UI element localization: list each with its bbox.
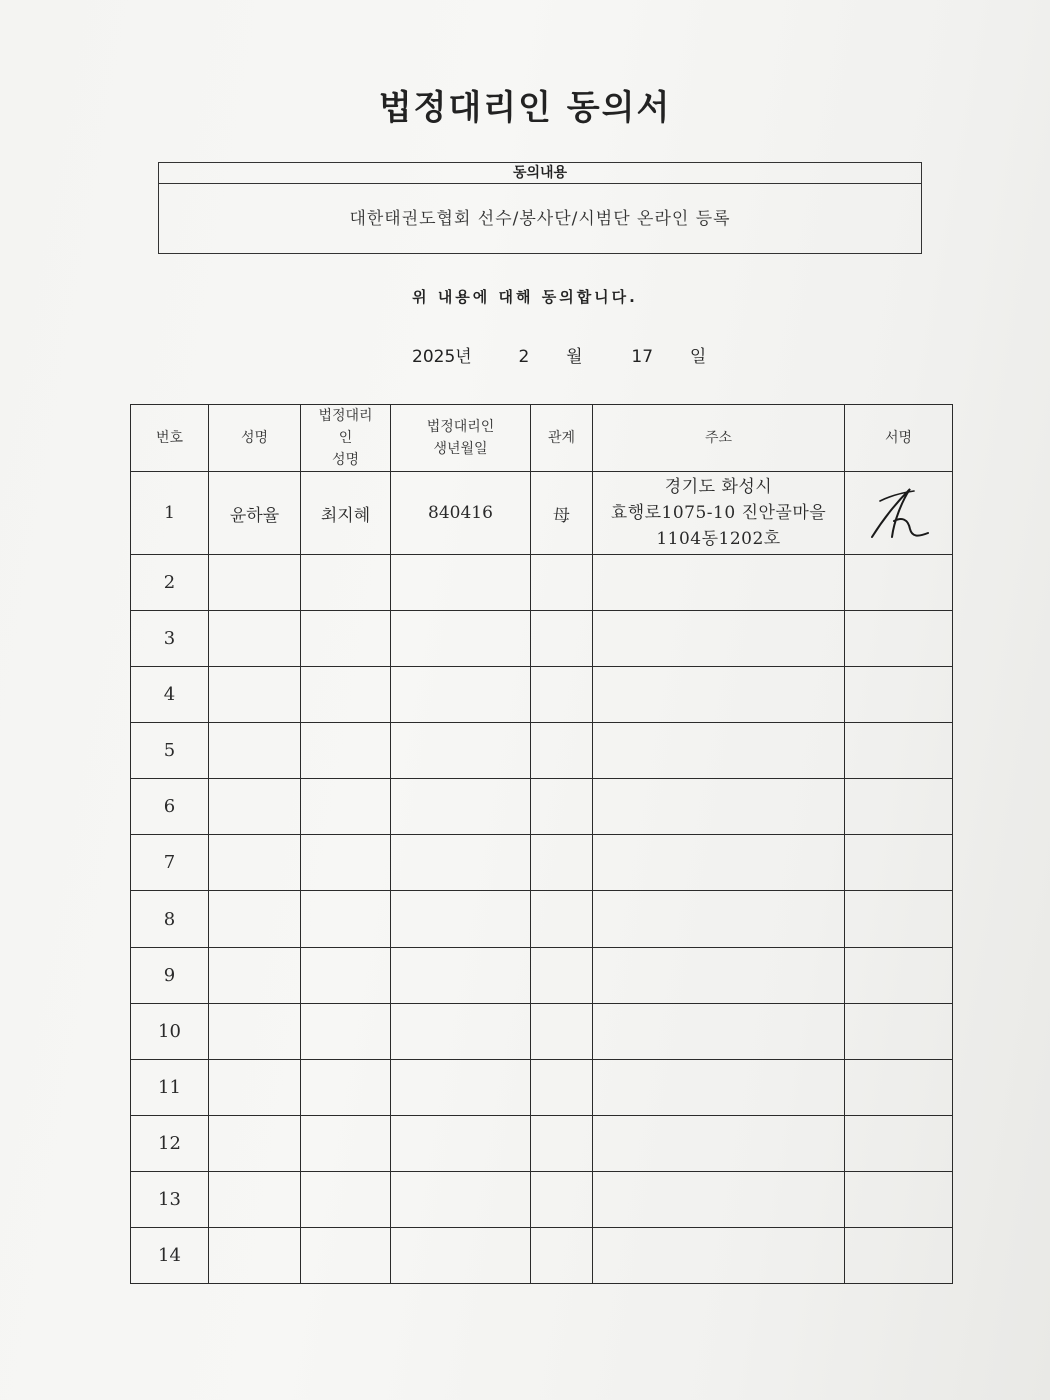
date-month-unit: 월	[566, 347, 583, 367]
cell-relation[interactable]	[531, 1171, 593, 1227]
cell-name[interactable]	[209, 1171, 301, 1227]
cell-address[interactable]	[593, 891, 845, 947]
cell-rep-birth[interactable]	[391, 723, 531, 779]
table-row	[131, 611, 953, 667]
table-header-row	[131, 405, 953, 472]
cell-number: 9	[131, 947, 209, 1003]
cell-address[interactable]	[593, 835, 845, 891]
header-address: 주소	[593, 405, 845, 472]
cell-rep-birth[interactable]	[391, 947, 531, 1003]
cell-name[interactable]	[209, 611, 301, 667]
cell-rep-name[interactable]	[301, 835, 391, 891]
date-day: 17	[631, 347, 654, 367]
cell-rep-birth[interactable]	[391, 667, 531, 723]
cell-signature[interactable]	[845, 1227, 953, 1283]
consent-box	[158, 162, 922, 254]
table-row	[131, 667, 953, 723]
header-rep-name	[301, 405, 391, 472]
cell-rep-name[interactable]	[301, 947, 391, 1003]
table-row	[131, 1059, 953, 1115]
address-line1: 경기도 화성시	[664, 477, 773, 498]
cell-name[interactable]	[209, 1115, 301, 1171]
cell-rep-name[interactable]	[301, 1227, 391, 1283]
cell-name[interactable]	[209, 779, 301, 835]
document-title: 법정대리인 동의서	[378, 88, 672, 128]
cell-rep-birth[interactable]	[391, 779, 531, 835]
cell-signature[interactable]	[845, 891, 953, 947]
cell-relation[interactable]	[531, 611, 593, 667]
cell-number: 12	[131, 1115, 209, 1171]
cell-address[interactable]	[593, 667, 845, 723]
cell-rep-birth[interactable]	[391, 835, 531, 891]
cell-rep-birth[interactable]	[391, 891, 531, 947]
cell-number: 7	[131, 835, 209, 891]
cell-relation[interactable]	[531, 1227, 593, 1283]
header-signature: 서명	[845, 405, 953, 472]
cell-number: 3	[131, 611, 209, 667]
cell-address[interactable]	[593, 779, 845, 835]
cell-rep-name[interactable]	[301, 891, 391, 947]
cell-address[interactable]	[593, 723, 845, 779]
cell-signature[interactable]	[845, 835, 953, 891]
table-row	[131, 1227, 953, 1283]
consent-header: 동의내용	[159, 163, 921, 184]
cell-rep-name[interactable]	[301, 779, 391, 835]
cell-number: 1	[131, 472, 209, 555]
cell-name[interactable]	[209, 555, 301, 611]
cell-relation[interactable]	[531, 779, 593, 835]
table-row	[131, 1171, 953, 1227]
cell-number: 14	[131, 1227, 209, 1283]
table-row	[131, 779, 953, 835]
header-rep-birth-line1: 법정대리인	[426, 419, 495, 435]
cell-rep-name[interactable]	[301, 555, 391, 611]
guardian-table	[130, 404, 953, 1284]
cell-signature[interactable]	[845, 779, 953, 835]
cell-rep-name[interactable]	[301, 611, 391, 667]
cell-rep-birth[interactable]	[391, 1059, 531, 1115]
cell-relation: 母	[531, 472, 593, 555]
cell-rep-birth[interactable]	[391, 555, 531, 611]
cell-number: 8	[131, 891, 209, 947]
cell-address[interactable]	[593, 1227, 845, 1283]
cell-rep-birth[interactable]	[391, 1003, 531, 1059]
cell-rep-name[interactable]	[301, 723, 391, 779]
cell-signature[interactable]	[845, 611, 953, 667]
cell-number: 5	[131, 723, 209, 779]
cell-name[interactable]	[209, 1059, 301, 1115]
cell-relation[interactable]	[531, 723, 593, 779]
cell-signature	[845, 472, 953, 555]
cell-relation[interactable]	[531, 947, 593, 1003]
cell-name[interactable]	[209, 947, 301, 1003]
header-rep-name-line2: 인	[338, 430, 353, 446]
cell-address[interactable]	[593, 611, 845, 667]
agreement-statement: 위 내용에 대해 동의합니다.	[412, 288, 638, 306]
cell-relation[interactable]	[531, 1115, 593, 1171]
cell-address[interactable]	[593, 947, 845, 1003]
cell-signature[interactable]	[845, 1059, 953, 1115]
cell-signature[interactable]	[845, 667, 953, 723]
cell-relation[interactable]	[531, 891, 593, 947]
cell-relation[interactable]	[531, 667, 593, 723]
cell-address[interactable]	[593, 555, 845, 611]
cell-rep-name[interactable]	[301, 1115, 391, 1171]
cell-address	[593, 472, 845, 555]
cell-number: 4	[131, 667, 209, 723]
cell-signature[interactable]	[845, 1171, 953, 1227]
cell-signature[interactable]	[845, 1003, 953, 1059]
header-name: 성명	[209, 405, 301, 472]
table-row	[131, 891, 953, 947]
header-rep-name-line3: 성명	[331, 452, 360, 468]
cell-rep-name[interactable]	[301, 667, 391, 723]
cell-rep-birth[interactable]	[391, 1227, 531, 1283]
header-relation: 관계	[531, 405, 593, 472]
cell-signature[interactable]	[845, 555, 953, 611]
header-rep-name-line1: 법정대리	[318, 408, 373, 424]
cell-name[interactable]	[209, 1003, 301, 1059]
table-row	[131, 835, 953, 891]
cell-rep-birth: 840416	[391, 472, 531, 555]
cell-number: 13	[131, 1171, 209, 1227]
cell-signature[interactable]	[845, 723, 953, 779]
cell-rep-birth[interactable]	[391, 1171, 531, 1227]
cell-address[interactable]	[593, 1115, 845, 1171]
cell-name: 윤하율	[209, 472, 301, 555]
header-rep-birth-line2: 생년월일	[433, 441, 488, 457]
cell-signature[interactable]	[845, 947, 953, 1003]
header-number: 번호	[131, 405, 209, 472]
date-line	[412, 342, 706, 367]
cell-relation[interactable]	[531, 1003, 593, 1059]
cell-relation[interactable]	[531, 1059, 593, 1115]
cell-rep-birth[interactable]	[391, 1115, 531, 1171]
table-row	[131, 555, 953, 611]
cell-name[interactable]	[209, 1227, 301, 1283]
date-day-unit: 일	[689, 347, 707, 367]
cell-number: 10	[131, 1003, 209, 1059]
consent-text: 대한태권도협회 선수/봉사단/시범단 온라인 등록	[349, 209, 731, 229]
cell-name[interactable]	[209, 723, 301, 779]
handwritten-signature	[862, 481, 936, 545]
table-row	[131, 472, 953, 555]
table-row	[131, 723, 953, 779]
cell-rep-name[interactable]	[301, 1059, 391, 1115]
cell-rep-birth[interactable]	[391, 611, 531, 667]
date-year: 2025년	[412, 347, 472, 367]
cell-rep-name[interactable]	[301, 1171, 391, 1227]
cell-signature[interactable]	[845, 1115, 953, 1171]
cell-rep-name[interactable]	[301, 1003, 391, 1059]
cell-address[interactable]	[593, 1003, 845, 1059]
cell-number: 2	[131, 555, 209, 611]
cell-name[interactable]	[209, 835, 301, 891]
cell-number: 6	[131, 779, 209, 835]
table-row	[131, 1003, 953, 1059]
header-rep-birth	[391, 405, 531, 472]
cell-relation[interactable]	[531, 555, 593, 611]
address-line2: 효행로1075-10 진안골마을	[610, 503, 827, 524]
cell-address[interactable]	[593, 1059, 845, 1115]
cell-relation[interactable]	[531, 835, 593, 891]
date-month: 2	[518, 347, 530, 367]
table-row	[131, 947, 953, 1003]
table-row	[131, 1115, 953, 1171]
cell-rep-name: 최지혜	[301, 472, 391, 555]
cell-address[interactable]	[593, 1171, 845, 1227]
cell-name[interactable]	[209, 891, 301, 947]
cell-number: 11	[131, 1059, 209, 1115]
address-line3: 1104동1202호	[656, 529, 781, 550]
cell-name[interactable]	[209, 667, 301, 723]
